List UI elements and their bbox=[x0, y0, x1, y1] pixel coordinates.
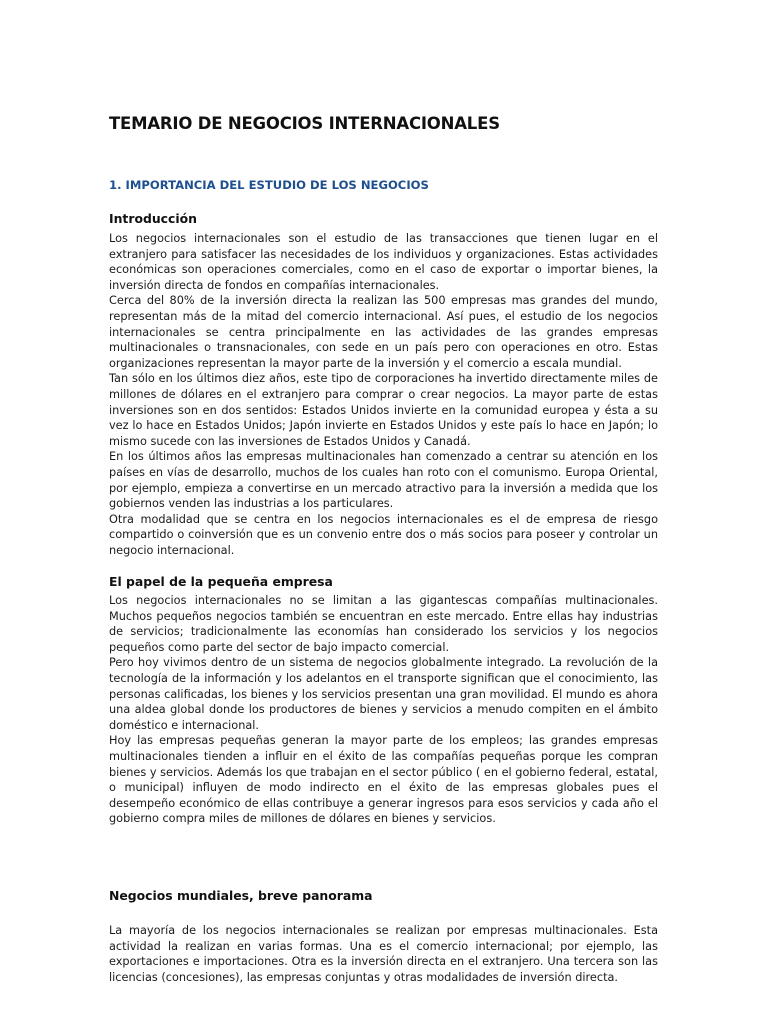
paragraph: Pero hoy vivimos dentro de un sistema de negocios globalmente integrado. La revolución de la tecnología de la información y los adelantos en el transporte significan que el conocimiento, las personas calificadas, los bienes y los servicios presentan una gran movilidad. El mundo es ahora una aldea global donde los productores de bienes y servicios a menudo compiten en el ámbito doméstico e internacional. bbox=[109, 656, 658, 732]
subsection-body-introduccion bbox=[109, 231, 658, 558]
paragraph: Otra modalidad que se centra en los negocios internacionales es el de empresa de riesgo compartido o coinversión que es un convenio entre dos o más socios para poseer y controlar un negocio internacional. bbox=[109, 512, 658, 557]
subsection-body-negocios-mundiales bbox=[109, 923, 658, 985]
section-heading: 1. IMPORTANCIA DEL ESTUDIO DE LOS NEGOCIOS bbox=[109, 178, 429, 192]
paragraph: Los negocios internacionales son el estudio de las transacciones que tienen lugar en el extranjero para satisfacer las necesidades de los individuos y organizaciones. Estas actividades económicas son operaciones comerciales, como en el caso de exportar o importar bienes, la inversión directa de fondos en compañías internacionales. bbox=[109, 232, 658, 292]
paragraph: La mayoría de los negocios internacionales se realizan por empresas multinacionales. Esta actividad la realizan en varias formas. Una es el comercio internacional; por ejemplo, las exportaciones e importaciones. Otra es la inversión directa en el extranjero. Una tercera son las licencias (concesiones), las empresas conjuntas y otras modalidades de inversión directa. bbox=[109, 924, 658, 984]
document-title: TEMARIO DE NEGOCIOS INTERNACIONALES bbox=[109, 114, 500, 133]
paragraph: Hoy las empresas pequeñas generan la mayor parte de los empleos; las grandes empresas multinacionales tienden a influir en el éxito de las compañías pequeñas porque les compran bienes y servicios. Además los que trabajan en el sector público ( en el gobierno federal, estatal, o municipal) influyen de modo indirecto en el éxito de las empresas globales pues el desempeño económico de ellas contribuye a generar ingresos para esos servicios y cada año el gobierno compra miles de millones de dólares en bienes y servicios. bbox=[109, 734, 658, 826]
subsection-heading-pequena-empresa: El papel de la pequeña empresa bbox=[109, 574, 333, 589]
subsection-body-pequena-empresa bbox=[109, 593, 658, 827]
subsection-heading-negocios-mundiales: Negocios mundiales, breve panorama bbox=[109, 888, 373, 903]
paragraph: En los últimos años las empresas multinacionales han comenzado a centrar su atención en los países en vías de desarrollo, muchos de los cuales han roto con el comunismo. Europa Oriental, por ejemplo, empieza a convertirse en un mercado atractivo para la inversión a medida que los gobiernos venden las industrias a los particulares. bbox=[109, 450, 658, 511]
paragraph: Los negocios internacionales no se limitan a las gigantescas compañías multinacionales. Muchos pequeños negocios también se encuentran en este mercado. Entre ellas hay industrias de servicios; tradicionalmente las economías han considerado los servicios y los negocios pequeños como parte del sector de bajo impacto comercial. bbox=[109, 594, 658, 654]
paragraph: Cerca del 80% de la inversión directa la realizan las 500 empresas mas grandes del mundo, representan más de la mitad del comercio internacional. Así pues, el estudio de los negocios internacionales se centra principalmente en las actividades de las grandes empresas multinacionales o transnacionales, con sede en un país pero con operaciones en otro. Estas organizaciones representan la mayor parte de la inversión y el comercio a escala mundial. bbox=[109, 294, 658, 370]
paragraph: Tan sólo en los últimos diez años, este tipo de corporaciones ha invertido directamente miles de millones de dólares en el extranjero para comprar o crear negocios. La mayor parte de estas inversiones son en dos sentidos: Estados Unidos invierte en la comunidad europea y ésta a su vez lo hace en Estados Unidos; Japón invierte en Estados Unidos y este país lo hace en Japón; lo mismo sucede con las inversiones de Estados Unidos y Canadá. bbox=[109, 372, 658, 448]
subsection-heading-introduccion: Introducción bbox=[109, 211, 197, 226]
